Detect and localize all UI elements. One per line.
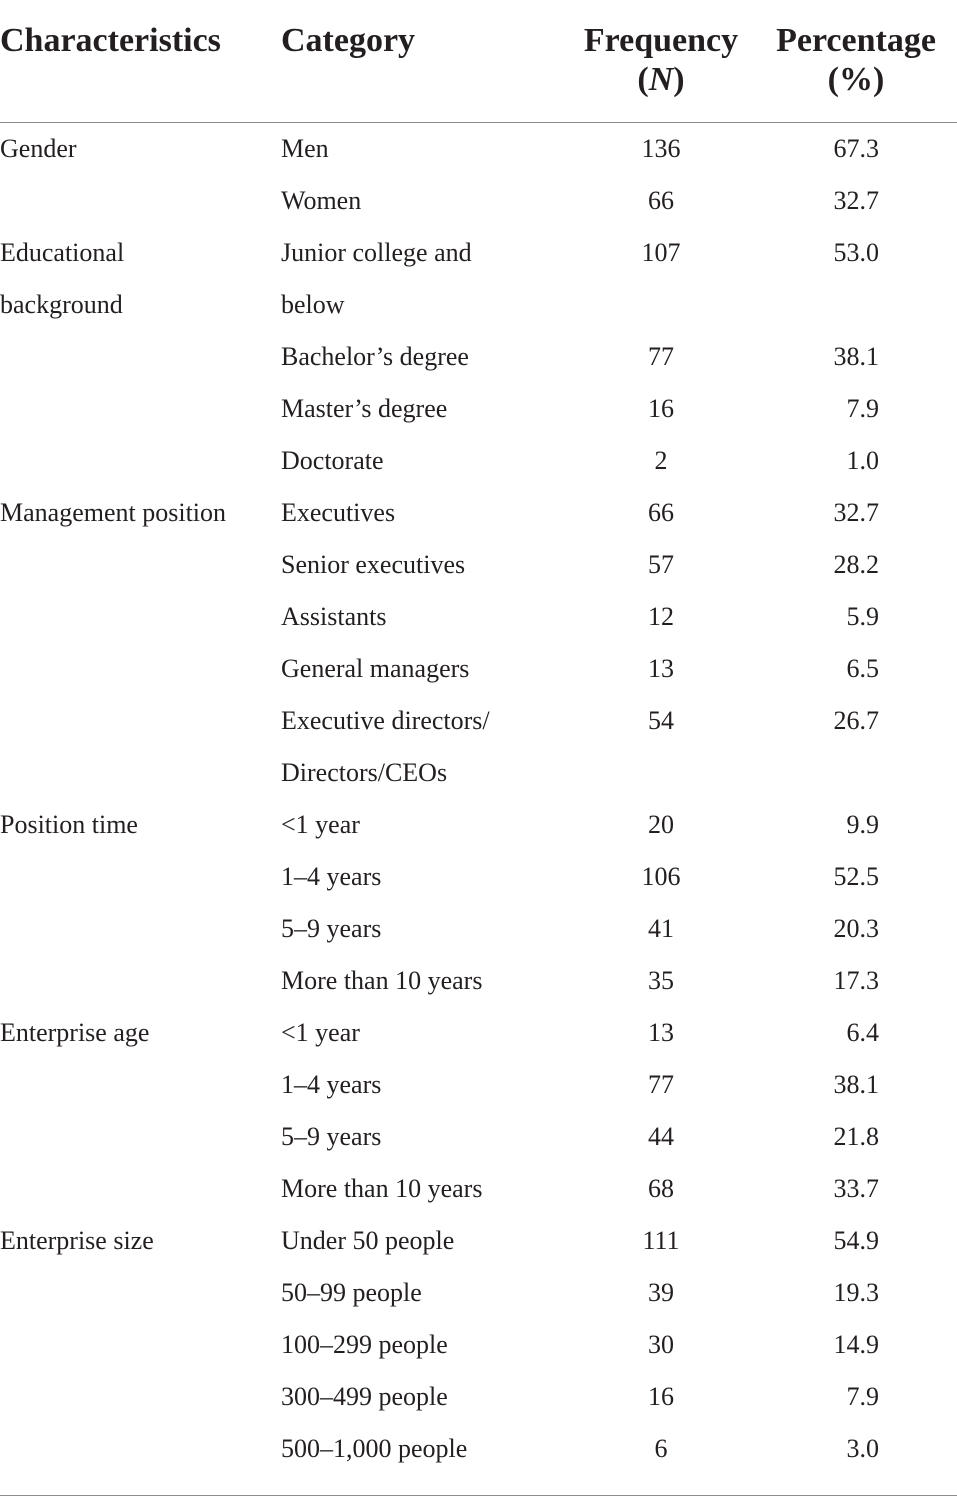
characteristic-cell	[0, 1007, 281, 1059]
category-cell: Executive directors/ Directors/CEOs	[281, 706, 490, 787]
characteristic-cell	[0, 435, 281, 487]
table-row	[0, 1423, 957, 1475]
percentage-cell: 26.7	[833, 706, 879, 735]
characteristic-cell	[0, 591, 281, 643]
characteristic-label: Educational	[0, 238, 125, 267]
category-cell: Under 50 people	[281, 1226, 455, 1255]
frequency-cell: 136	[641, 134, 681, 163]
percentage-cell: 3.0	[846, 1434, 879, 1463]
characteristic-cell	[0, 1111, 281, 1163]
characteristic-cell	[0, 487, 281, 539]
category-cell: More than 10 years	[281, 1174, 483, 1203]
table-row	[0, 1163, 957, 1215]
table-row	[0, 1319, 957, 1371]
percentage-cell: 53.0	[833, 238, 879, 267]
characteristic-label: Management position	[0, 498, 227, 527]
characteristic-cell	[0, 1059, 281, 1111]
frequency-cell: 68	[648, 1174, 674, 1203]
characteristic-cell	[0, 1163, 281, 1215]
header-frequency-line1: Frequency	[583, 22, 739, 59]
header-frequency-open-paren: (	[637, 61, 649, 98]
table-row	[0, 539, 957, 591]
table-header	[0, 0, 957, 123]
table-row	[0, 643, 957, 695]
header-percentage	[761, 0, 957, 123]
frequency-cell: 57	[648, 550, 674, 579]
header-row	[0, 0, 957, 123]
characteristic-cell	[0, 123, 281, 176]
table-row	[0, 695, 957, 799]
frequency-cell: 12	[648, 602, 674, 631]
table-row	[0, 1371, 957, 1423]
table-row	[0, 123, 957, 176]
characteristic-label: Position time	[0, 810, 138, 839]
category-cell: Executives	[281, 498, 396, 527]
header-category: Category	[281, 0, 561, 123]
characteristic-label: background	[0, 290, 123, 319]
category-cell: 50–99 people	[281, 1278, 422, 1307]
characteristic-cell	[0, 175, 281, 227]
percentage-cell: 21.8	[833, 1122, 879, 1151]
header-frequency-variable: N	[648, 61, 674, 98]
frequency-cell: 6	[654, 1434, 668, 1463]
percentage-cell: 32.7	[833, 186, 879, 215]
frequency-cell: 66	[648, 186, 674, 215]
category-cell: <1 year	[281, 1018, 360, 1047]
characteristic-cell	[0, 643, 281, 695]
percentage-cell: 19.3	[833, 1278, 879, 1307]
frequency-cell: 35	[648, 966, 674, 995]
table-row	[0, 1111, 957, 1163]
frequency-cell: 39	[648, 1278, 674, 1307]
percentage-cell: 6.5	[846, 654, 879, 683]
characteristic-cell	[0, 1215, 281, 1267]
category-cell: 300–499 people	[281, 1382, 448, 1411]
frequency-cell: 13	[648, 654, 674, 683]
frequency-cell: 30	[648, 1330, 674, 1359]
percentage-cell: 54.9	[833, 1226, 879, 1255]
category-cell: Master’s degree	[281, 394, 448, 423]
category-cell: Doctorate	[281, 446, 384, 475]
table-row	[0, 1059, 957, 1111]
table-row	[0, 383, 957, 435]
percentage-cell: 17.3	[833, 966, 879, 995]
table-row	[0, 955, 957, 1007]
percentage-cell: 38.1	[833, 1070, 879, 1099]
frequency-cell: 107	[641, 238, 681, 267]
header-characteristics: Characteristics	[0, 0, 281, 123]
category-cell: 1–4 years	[281, 1070, 382, 1099]
characteristic-label: Enterprise size	[0, 1226, 154, 1255]
frequency-cell: 54	[648, 706, 674, 735]
characteristic-cell	[0, 539, 281, 591]
table-row	[0, 331, 957, 383]
percentage-cell: 1.0	[846, 446, 879, 475]
characteristic-cell	[0, 1423, 281, 1475]
table-bottom-rule	[0, 1495, 957, 1496]
percentage-cell: 14.9	[833, 1330, 879, 1359]
frequency-cell: 16	[648, 394, 674, 423]
percentage-cell: 28.2	[833, 550, 879, 579]
category-cell: More than 10 years	[281, 966, 483, 995]
table-row	[0, 1215, 957, 1267]
frequency-cell: 44	[648, 1122, 674, 1151]
header-frequency	[561, 0, 761, 123]
table-row	[0, 799, 957, 851]
category-cell: Bachelor’s degree	[281, 342, 469, 371]
percentage-cell: 6.4	[846, 1018, 879, 1047]
characteristic-cell	[0, 695, 281, 799]
category-cell: Senior executives	[281, 550, 466, 579]
table-row	[0, 1007, 957, 1059]
percentage-cell: 38.1	[833, 342, 879, 371]
frequency-cell: 66	[648, 498, 674, 527]
frequency-cell: 2	[654, 446, 668, 475]
characteristic-cell	[0, 383, 281, 435]
characteristic-cell	[0, 799, 281, 851]
frequency-cell: 111	[642, 1226, 680, 1255]
category-cell: Junior college and below	[281, 238, 472, 319]
category-cell: Assistants	[281, 602, 387, 631]
header-percentage-line2: (%)	[827, 61, 885, 98]
category-cell: General managers	[281, 654, 470, 683]
percentage-cell: 32.7	[833, 498, 879, 527]
category-cell: Women	[281, 186, 362, 215]
frequency-cell: 106	[641, 862, 681, 891]
characteristic-cell	[0, 903, 281, 955]
table-row	[0, 903, 957, 955]
frequency-cell: 41	[648, 914, 674, 943]
category-cell: Men	[281, 134, 329, 163]
percentage-cell: 20.3	[833, 914, 879, 943]
characteristic-cell	[0, 1319, 281, 1371]
characteristic-cell	[0, 227, 281, 331]
frequency-cell: 77	[648, 342, 674, 371]
category-cell: <1 year	[281, 810, 360, 839]
characteristic-cell	[0, 331, 281, 383]
characteristic-label: Gender	[0, 134, 77, 163]
percentage-cell: 7.9	[846, 394, 879, 423]
header-percentage-line1: Percentage	[776, 22, 936, 59]
percentage-cell: 9.9	[846, 810, 879, 839]
table-row	[0, 591, 957, 643]
table-row	[0, 435, 957, 487]
frequency-cell: 16	[648, 1382, 674, 1411]
table-body	[0, 123, 957, 1476]
characteristic-label: Enterprise age	[0, 1018, 150, 1047]
frequency-cell: 77	[648, 1070, 674, 1099]
percentage-cell: 67.3	[833, 134, 879, 163]
category-cell: 100–299 people	[281, 1330, 448, 1359]
percentage-cell: 5.9	[846, 602, 879, 631]
category-cell: 5–9 years	[281, 1122, 382, 1151]
table-row	[0, 227, 957, 331]
table-row	[0, 1267, 957, 1319]
frequency-cell: 20	[648, 810, 674, 839]
table-row	[0, 487, 957, 539]
category-cell: 500–1,000 people	[281, 1434, 468, 1463]
characteristic-cell	[0, 955, 281, 1007]
percentage-cell: 33.7	[833, 1174, 879, 1203]
table-row	[0, 175, 957, 227]
percentage-cell: 52.5	[833, 862, 879, 891]
characteristic-cell	[0, 851, 281, 903]
table-row	[0, 851, 957, 903]
category-cell: 1–4 years	[281, 862, 382, 891]
frequency-cell: 13	[648, 1018, 674, 1047]
characteristic-cell	[0, 1371, 281, 1423]
header-frequency-close-paren: )	[673, 61, 685, 98]
percentage-cell: 7.9	[846, 1382, 879, 1411]
characteristic-cell	[0, 1267, 281, 1319]
category-cell: 5–9 years	[281, 914, 382, 943]
